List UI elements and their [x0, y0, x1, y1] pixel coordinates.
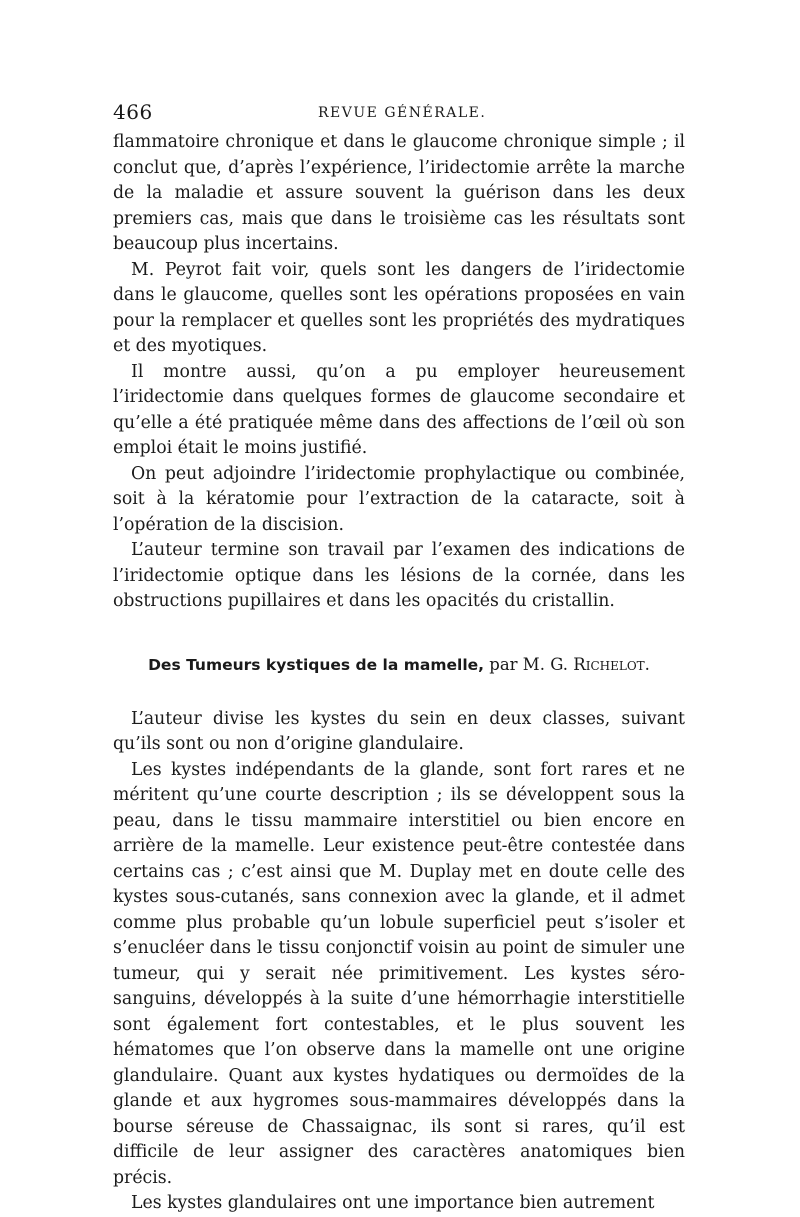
book-page	[113, 100, 685, 1217]
article-title-main: Des Tumeurs kystiques de la mamelle,	[148, 655, 485, 674]
running-head: REVUE GÉNÉRALE.	[318, 105, 487, 121]
article-title-by: par M. G.	[484, 654, 574, 674]
article-body	[113, 707, 685, 1217]
paragraph: L’auteur divise les kystes du sein en deux classes, suivant qu’ils sont ou non d’origine glandulaire.	[113, 708, 685, 754]
page-header	[113, 100, 685, 124]
page-number: 466	[113, 100, 153, 124]
previous-article-ending	[113, 130, 685, 615]
article-title	[113, 653, 685, 677]
paragraph: Les kystes indépendants de la glande, sont fort rares et ne méritent qu’une courte description ; ils se développent sous la peau, dans le tissu mammaire interstitiel ou bien encore en arrière de la mamelle. Leur existence peut-être contestée dans certains cas ; c’est ainsi que M. Duplay met en doute celle des kystes sous-cutanés, sans connexion avec la glande, et il admet comme plus probable qu’un lobule superficiel peut s’isoler et s’enucléer dans le tissu conjonctif voisin au point de simuler une tumeur, qui y serait née primitivement. Les kystes séro-sanguins, développés à la suite d’une hémorrhagie interstitielle sont également fort contestables, et le plus souvent les hématomes que l’on observe dans la mamelle ont une origine glandulaire. Quant aux kystes hydatiques ou dermoïdes de la glande et aux hygromes sous-mammaires développés dans la bourse séreuse de Chassaignac, ils sont si rares, qu’il est difficile de leur assigner des caractères anatomiques bien précis.	[113, 759, 685, 1188]
paragraph: M. Peyrot fait voir, quels sont les dangers de l’iridectomie dans le glaucome, quelles sont les opérations proposées en vain pour la remplacer et quelles sont les propriétés des mydratiques et des myotiques.	[113, 259, 685, 356]
article-author: Richelot.	[573, 654, 650, 674]
paragraph: On peut adjoindre l’iridectomie prophylactique ou combinée, soit à la kératomie pour l’extraction de la cataracte, soit à l’opération de la discision.	[113, 463, 685, 535]
paragraph: Il montre aussi, qu’on a pu employer heureusement l’iridectomie dans quelques formes de glaucome secondaire et qu’elle a été pratiquée même dans des affections de l’œil où son emploi était le moins justifié.	[113, 361, 685, 458]
paragraph: L’auteur termine son travail par l’examen des indications de l’iridectomie optique dans les lésions de la cornée, dans les obstructions pupillaires et dans les opacités du cristallin.	[113, 540, 685, 611]
paragraph: Les kystes glandulaires ont une importance bien autrement	[131, 1193, 655, 1213]
paragraph: flammatoire chronique et dans le glaucome chronique simple ; il conclut que, d’après l’expérience, l’iridectomie arrête la marche de la maladie et assure souvent la guérison dans les deux premiers cas, mais que dans le troisième cas les résultats sont beaucoup plus incertains.	[113, 132, 685, 254]
